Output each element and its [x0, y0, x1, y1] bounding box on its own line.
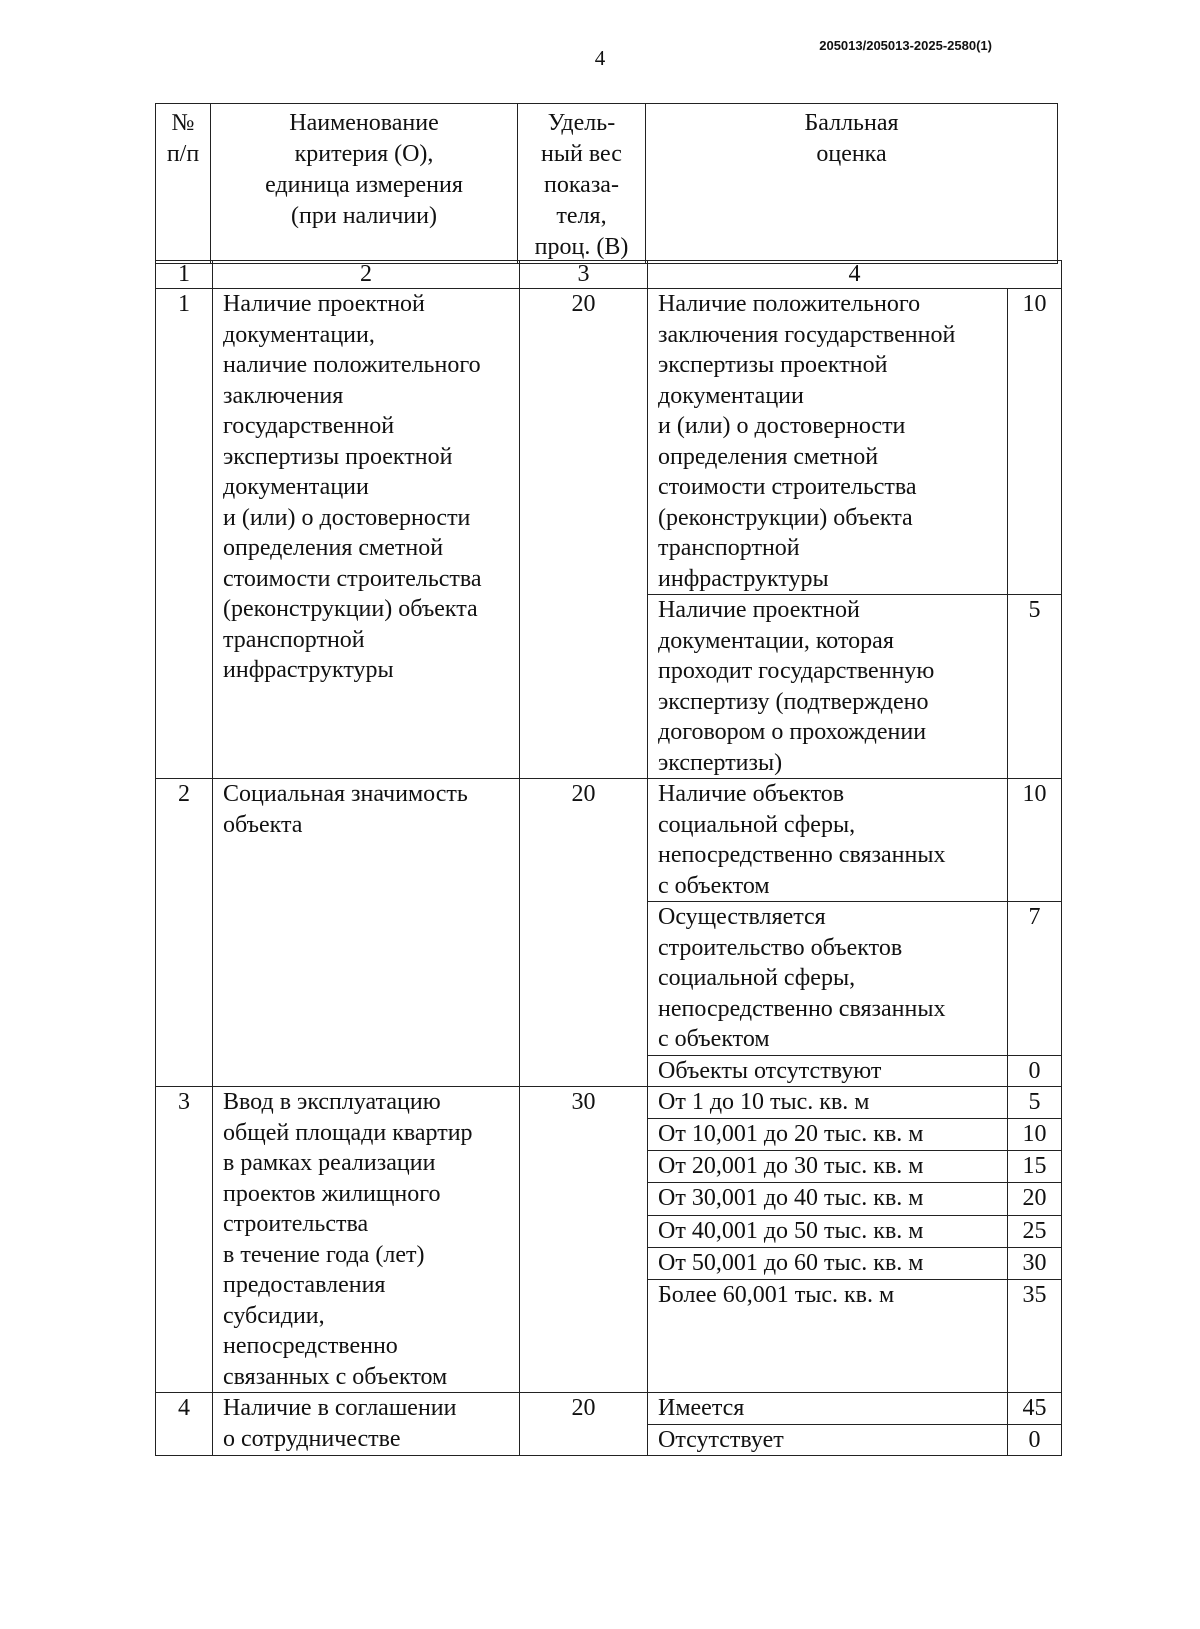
- criterion-name: Ввод в эксплуатацию общей площади квартир в рамках реализации проектов жилищного строительства в течение года (лет) предоставления субсидии, непосредственно связанных с объектом: [213, 1087, 520, 1393]
- score-points: 5: [1008, 595, 1062, 779]
- score-description: Имеется: [648, 1393, 1008, 1425]
- criteria-table: [155, 260, 1062, 1456]
- index-cell: 3: [520, 261, 648, 289]
- page-number: 4: [594, 46, 606, 70]
- column-index-row: [156, 261, 1062, 289]
- table-row: [156, 289, 1062, 595]
- score-description: От 30,001 до 40 тыс. кв. м: [648, 1183, 1008, 1215]
- header-num: № п/п: [156, 104, 211, 264]
- row-number: 2: [156, 779, 213, 1087]
- score-description: От 1 до 10 тыс. кв. м: [648, 1087, 1008, 1119]
- criterion-name: Наличие проектной документации, наличие положительного заключения государственной экспертизы проектной документации и (или) о достоверности определения сметной стоимости строительства (реконструкции) объекта транспортной инфраструктуры: [213, 289, 520, 779]
- score-points: 20: [1008, 1183, 1062, 1215]
- score-points: 30: [1008, 1247, 1062, 1279]
- criterion-weight: 20: [520, 1393, 648, 1456]
- index-cell: 1: [156, 261, 213, 289]
- score-description: От 40,001 до 50 тыс. кв. м: [648, 1215, 1008, 1247]
- score-points: 10: [1008, 1119, 1062, 1151]
- score-description: Осуществляется строительство объектов социальной сферы, непосредственно связанных с объектом: [648, 902, 1008, 1056]
- score-description: Наличие объектов социальной сферы, непосредственно связанных с объектом: [648, 779, 1008, 902]
- header-weight: Удель- ный вес показа- теля, проц. (В): [518, 104, 646, 264]
- score-points: 0: [1008, 1055, 1062, 1087]
- score-points: 35: [1008, 1279, 1062, 1392]
- table-row: [156, 1393, 1062, 1425]
- criterion-name: Социальная значимость объекта: [213, 779, 520, 1087]
- score-points: 5: [1008, 1087, 1062, 1119]
- header-criterion: Наименование критерия (О), единица измерения (при наличии): [211, 104, 518, 264]
- score-points: 15: [1008, 1151, 1062, 1183]
- score-description: Наличие проектной документации, которая проходит государственную экспертизу (подтверждено договором о прохождении экспертизы): [648, 595, 1008, 779]
- criterion-weight: 30: [520, 1087, 648, 1393]
- score-points: 10: [1008, 289, 1062, 595]
- score-points: 7: [1008, 902, 1062, 1056]
- document-id: 205013/205013-2025-2580(1): [819, 38, 992, 53]
- table-row: [156, 779, 1062, 902]
- score-points: 10: [1008, 779, 1062, 902]
- criterion-weight: 20: [520, 289, 648, 779]
- row-number: 4: [156, 1393, 213, 1456]
- score-points: 45: [1008, 1393, 1062, 1425]
- score-points: 0: [1008, 1424, 1062, 1456]
- header-score: Балльная оценка: [646, 104, 1058, 264]
- index-cell: 4: [648, 261, 1062, 289]
- score-points: 25: [1008, 1215, 1062, 1247]
- score-description: От 10,001 до 20 тыс. кв. м: [648, 1119, 1008, 1151]
- score-description: Объекты отсутствуют: [648, 1055, 1008, 1087]
- table-row: [156, 1087, 1062, 1119]
- row-number: 1: [156, 289, 213, 779]
- score-description: Наличие положительного заключения государственной экспертизы проектной документации и (или) о достоверности определения сметной стоимости строительства (реконструкции) объекта транспортной инфраструктуры: [648, 289, 1008, 595]
- score-description: От 20,001 до 30 тыс. кв. м: [648, 1151, 1008, 1183]
- criterion-name: Наличие в соглашении о сотрудничестве: [213, 1393, 520, 1456]
- header-row: [156, 104, 1058, 264]
- criterion-weight: 20: [520, 779, 648, 1087]
- index-cell: 2: [213, 261, 520, 289]
- row-number: 3: [156, 1087, 213, 1393]
- score-description: От 50,001 до 60 тыс. кв. м: [648, 1247, 1008, 1279]
- score-description: Более 60,001 тыс. кв. м: [648, 1279, 1008, 1392]
- score-description: Отсутствует: [648, 1424, 1008, 1456]
- table-header: [155, 103, 1058, 264]
